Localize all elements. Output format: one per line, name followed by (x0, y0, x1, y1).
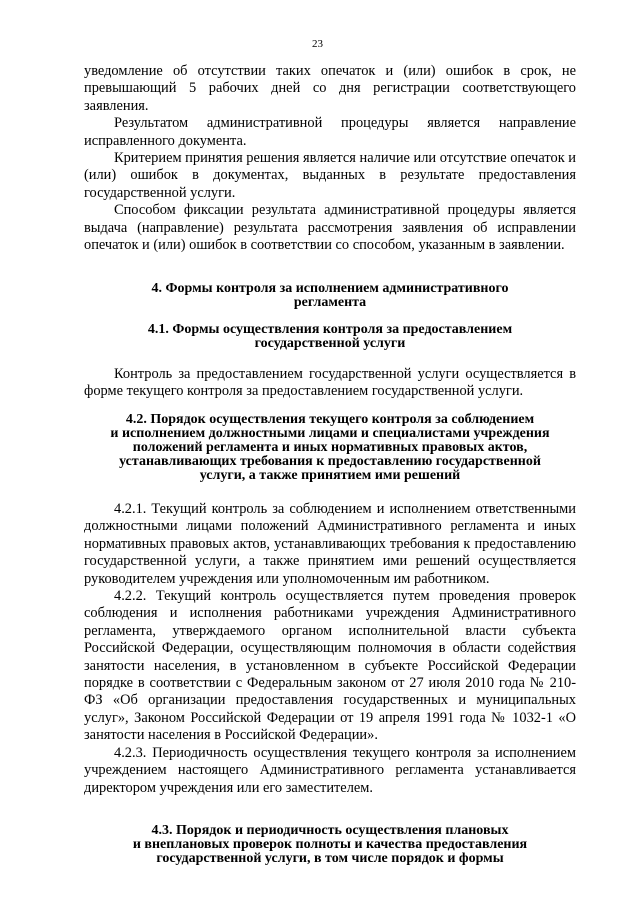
subsection-body (84, 366, 576, 401)
paragraph: Результатом административной процедуры является направление исправленного документа. (84, 115, 576, 149)
heading-line: и внеплановых проверок полноты и качества предоставления (132, 837, 528, 852)
paragraph: Контроль за предоставлением государственной услуги осуществляется в форме текущего контроля за предоставлением государственной услуги. (84, 366, 576, 400)
heading-line: государственной услуги, в том числе порядок и формы (156, 851, 504, 866)
paragraph: 4.2.3. Периодичность осуществления текущего контроля за исполнением учреждением настоящего Административного регламента устанавливается директором учреждения или его заместителем. (84, 744, 576, 796)
paragraph: уведомление об отсутствии таких опечаток и (или) ошибок в срок, не превышающий 5 рабочих дней со дня регистрации соответствующего заявления. (84, 63, 576, 114)
section-heading (84, 282, 576, 310)
heading-line: 4.3. Порядок и периодичность осуществления плановых (151, 823, 509, 838)
heading-line: государственной услуги (254, 336, 406, 351)
subsection-heading (84, 824, 576, 866)
heading-line: устанавливающих требования к предоставлению государственной (119, 454, 541, 469)
heading-line: 4. Формы контроля за исполнением административного (151, 281, 509, 296)
subsection-body (84, 501, 576, 797)
heading-line: услуги, а также принятием ими решений (199, 468, 461, 483)
heading-line: 4.1. Формы осуществления контроля за предоставлением (147, 322, 513, 337)
paragraph: Критерием принятия решения является наличие или отсутствие опечаток и (или) ошибок в документах, выданных в результате предоставления государственной услуги. (84, 150, 576, 201)
heading-line: регламента (293, 295, 367, 310)
heading-line: 4.2. Порядок осуществления текущего контроля за соблюдением (125, 412, 535, 427)
paragraph: 4.2.2. Текущий контроль осуществляется путем проведения проверок соблюдения и исполнения работниками учреждения Административного регламента, утверждаемого органом исполнительной власти субъекта Российской Федерации, осуществляющим полномочия в области содействия занятости населения, в установленном в субъекте Российской Федерации порядке в соответствии с Федеральным законом от 27 июля 2010 года № 210-ФЗ «Об организации предоставления государственных и муниципальных услуг», Законом Российской Федерации от 19 апреля 1991 года № 1032-1 «О занятости населения в Российской Федерации». (84, 588, 576, 744)
subsection-heading (84, 413, 576, 483)
page-number: 23 (312, 38, 323, 50)
heading-line: и исполнением должностными лицами и специалистами учреждения (110, 426, 550, 441)
intro-block (84, 63, 576, 254)
subsection-heading (84, 323, 576, 351)
heading-line: положений регламента и иных нормативных правовых актов, (132, 440, 528, 455)
paragraph: Способом фиксации результата административной процедуры является выдача (направление) результата рассмотрения заявления об исправлении опечаток и (или) ошибок в соответствии со способом, указанным в заявлении. (84, 202, 576, 254)
paragraph: 4.2.1. Текущий контроль за соблюдением и исполнением ответственными должностными лицами положений Административного регламента и иных нормативных правовых актов, устанавливающих требования к предоставлению государственной услуги, а также принятием ими решений осуществляется руководителем учреждения или уполномоченным им работником. (84, 501, 576, 587)
